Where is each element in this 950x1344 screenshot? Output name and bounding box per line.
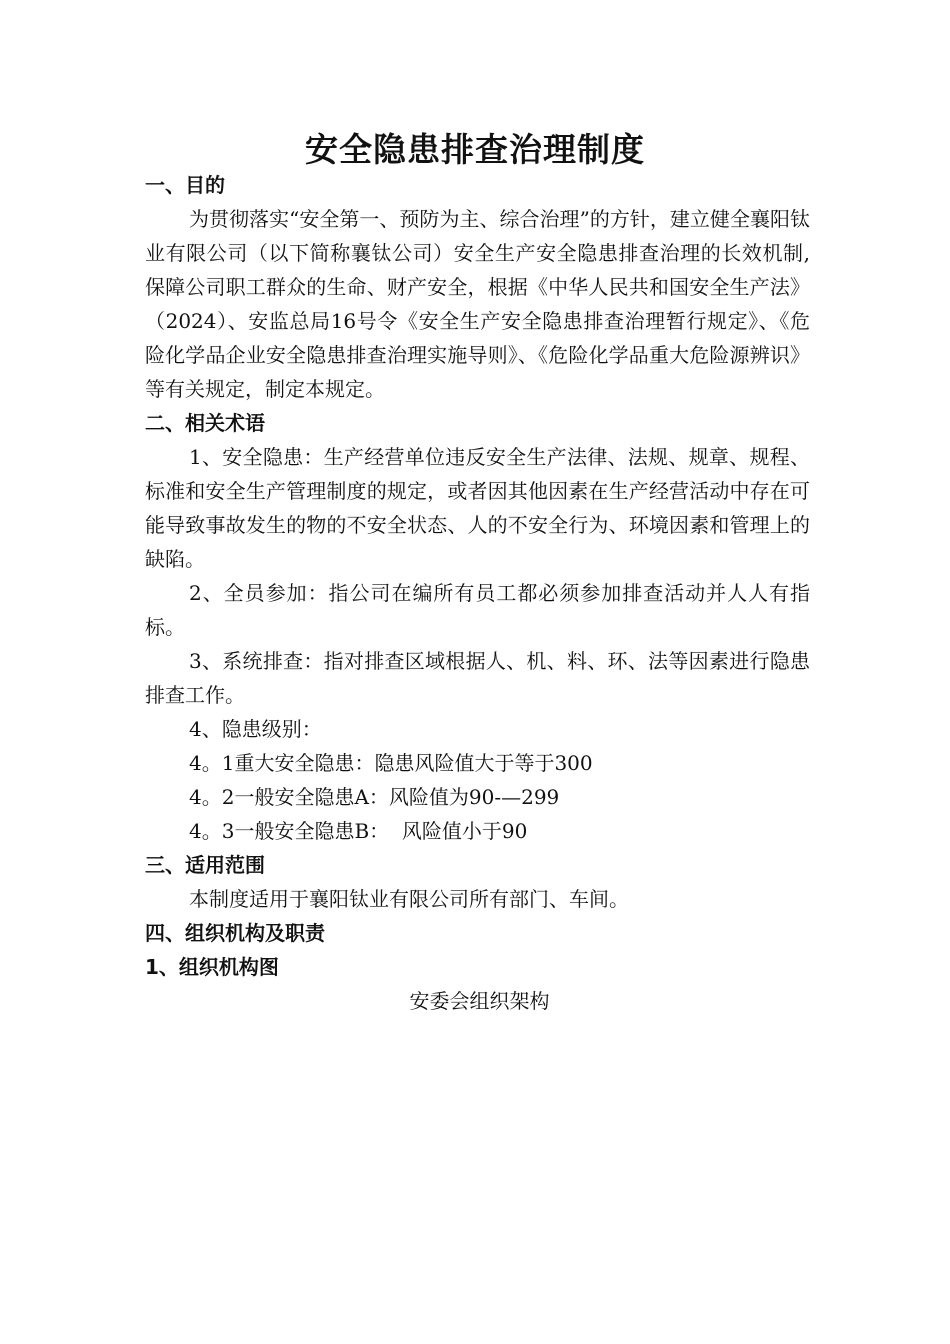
hazard-level-major: 4。1重大安全隐患：隐患风险值大于等于300	[189, 751, 593, 775]
scope-paragraph: 本制度适用于襄阳钛业有限公司所有部门、车间。	[189, 887, 629, 911]
section-heading-terms: 二、相关术语	[145, 411, 265, 435]
section-heading-purpose: 一、目的	[145, 173, 225, 197]
term-hazard-level: 4、隐患级别：	[189, 717, 322, 741]
term-full-participation: 2、全员参加：指公司在编所有员工都必须参加排查活动并人人有指标。	[145, 581, 810, 639]
hazard-level-general-a: 4。2一般安全隐患A：风险值为90-—299	[189, 785, 560, 809]
hazard-level-general-b: 4。3一般安全隐患B： 风险值小于90	[189, 819, 528, 843]
section-heading-scope: 三、适用范围	[145, 853, 265, 877]
subsection-heading-org-chart: 1、组织机构图	[145, 955, 279, 979]
purpose-paragraph: 为贯彻落实“安全第一、预防为主、综合治理”的方针，建立健全襄阳钛业有限公司（以下简称襄钛公司）安全生产安全隐患排查治理的长效机制,保障公司职工群众的生命、财产安全，根据《中华人民共和国安全生产法》（2024）、安监总局16号令《安全生产安全隐患排查治理暂行规定》、《危险化学品企业安全隐患排查治理实施导则》、《危险化学品重大危险源辨识》等有关规定，制定本规定。	[145, 207, 810, 401]
section-heading-organization: 四、组织机构及职责	[145, 921, 325, 945]
org-chart-caption: 安委会组织架构	[409, 989, 550, 1013]
term-hidden-danger: 1、安全隐患：生产经营单位违反安全生产法律、法规、规章、规程、标准和安全生产管理制度的规定，或者因其他因素在生产经营活动中存在可能导致事故发生的物的不安全状态、人的不安全行为、环境因素和管理上的缺陷。	[145, 445, 810, 571]
document-title: 安全隐患排查治理制度	[305, 130, 645, 169]
document-body	[145, 168, 810, 1018]
term-system-inspection: 3、系统排查：指对排查区域根据人、机、料、环、法等因素进行隐患排查工作。	[145, 649, 810, 707]
